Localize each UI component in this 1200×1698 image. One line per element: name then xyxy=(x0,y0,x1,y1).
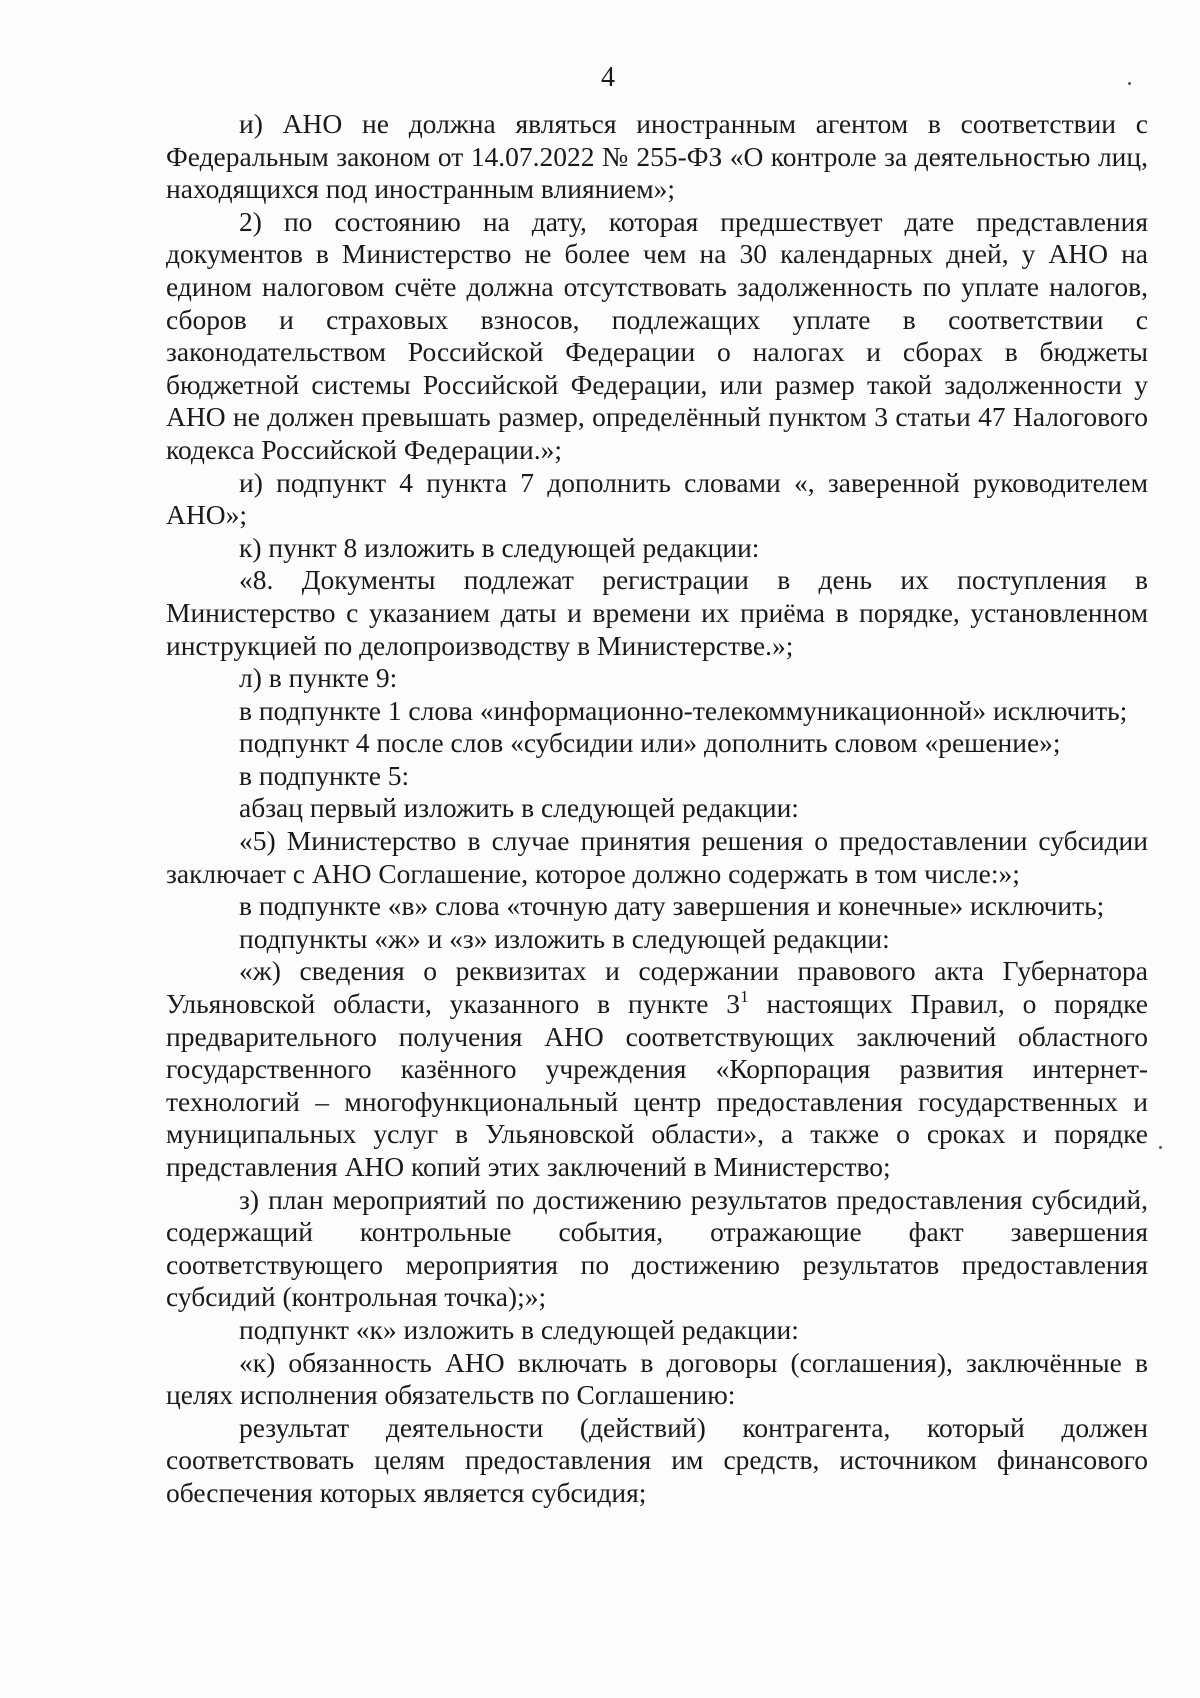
paragraph: «к) обязанность АНО включать в договоры (соглашения), заключённые в целях исполнения обязательств по Соглашению: xyxy=(166,1346,1148,1411)
paragraph-text: настоящих Правил, о порядке предварительного получения АНО соответствующих заключений областного государственного казённого учреждения «Корпорация развития интернет-технологий – многофункциональный центр предоставления государственных и муниципальных услуг в Ульяновской области», а также о сроках и порядке представления АНО копий этих заключений в Министерство; xyxy=(166,988,1148,1182)
paragraph: и) подпункт 4 пункта 7 дополнить словами «, заверенной руководителем АНО»; xyxy=(166,466,1148,531)
paragraph: в подпункте «в» слова «точную дату завершения и конечные» исключить; xyxy=(239,890,1105,922)
scan-speck xyxy=(1128,82,1131,85)
paragraph: в подпункте 5: xyxy=(239,759,410,791)
paragraph: подпункты «ж» и «з» изложить в следующей редакции: xyxy=(239,922,890,954)
scan-speck xyxy=(1159,1146,1162,1149)
paragraph: и) АНО не должна являться иностранным агентом в соответствии с Федеральным законом от 14.07.2022 № 255-ФЗ «О контроле за деятельностью лиц, находящихся под иностранным влиянием»; xyxy=(166,108,1148,205)
paragraph: подпункт «к» изложить в следующей редакции: xyxy=(239,1313,799,1345)
document-body xyxy=(166,108,1148,1510)
paragraph xyxy=(166,955,1148,1183)
paragraph: к) пункт 8 изложить в следующей редакции: xyxy=(239,531,760,563)
page-number: 4 xyxy=(601,62,615,93)
paragraph: подпункт 4 после слов «субсидии или» дополнить словом «решение»; xyxy=(239,727,1061,759)
paragraph: л) в пункте 9: xyxy=(239,662,398,694)
paragraph-text: «ж) сведения о реквизитах и содержании правового акта Губернатора Ульяновской области, указанного в пункте 3 xyxy=(166,955,1148,1020)
paragraph: в подпункте 1 слова «информационно-телекоммуникационной» исключить; xyxy=(239,694,1128,726)
superscript: 1 xyxy=(740,987,749,1007)
paragraph: «5) Министерство в случае принятия решения о предоставлении субсидии заключает с АНО Соглашение, которое должно содержать в том числе:»; xyxy=(166,825,1148,889)
paragraph: з) план мероприятий по достижению результатов предоставления субсидий, содержащий контрольные события, отражающие факт завершения соответствующего мероприятия по достижению результатов предоставления субсидий (контрольная точка);»; xyxy=(166,1183,1148,1313)
paragraph: «8. Документы подлежат регистрации в день их поступления в Министерство с указанием даты и времени их приёма в порядке, установленном инструкцией по делопроизводству в Министерстве.»; xyxy=(166,564,1148,661)
paragraph: результат деятельности (действий) контрагента, который должен соответствовать целям предоставления им средств, источником финансового обеспечения которых является субсидия; xyxy=(166,1411,1148,1508)
paragraph: 2) по состоянию на дату, которая предшествует дате представления документов в Министерство не более чем на 30 календарных дней, у АНО на едином налоговом счёте должна отсутствовать задолженность по уплате налогов, сборов и страховых взносов, подлежащих уплате в соответствии с законодательством Российской Федерации о налогах и сборах в бюджеты бюджетной системы Российской Федерации, или размер такой задолженности у АНО не должен превышать размер, определённый пунктом 3 статьи 47 Налогового кодекса Российской Федерации.»; xyxy=(166,205,1148,465)
paragraph: абзац первый изложить в следующей редакции: xyxy=(239,792,799,824)
